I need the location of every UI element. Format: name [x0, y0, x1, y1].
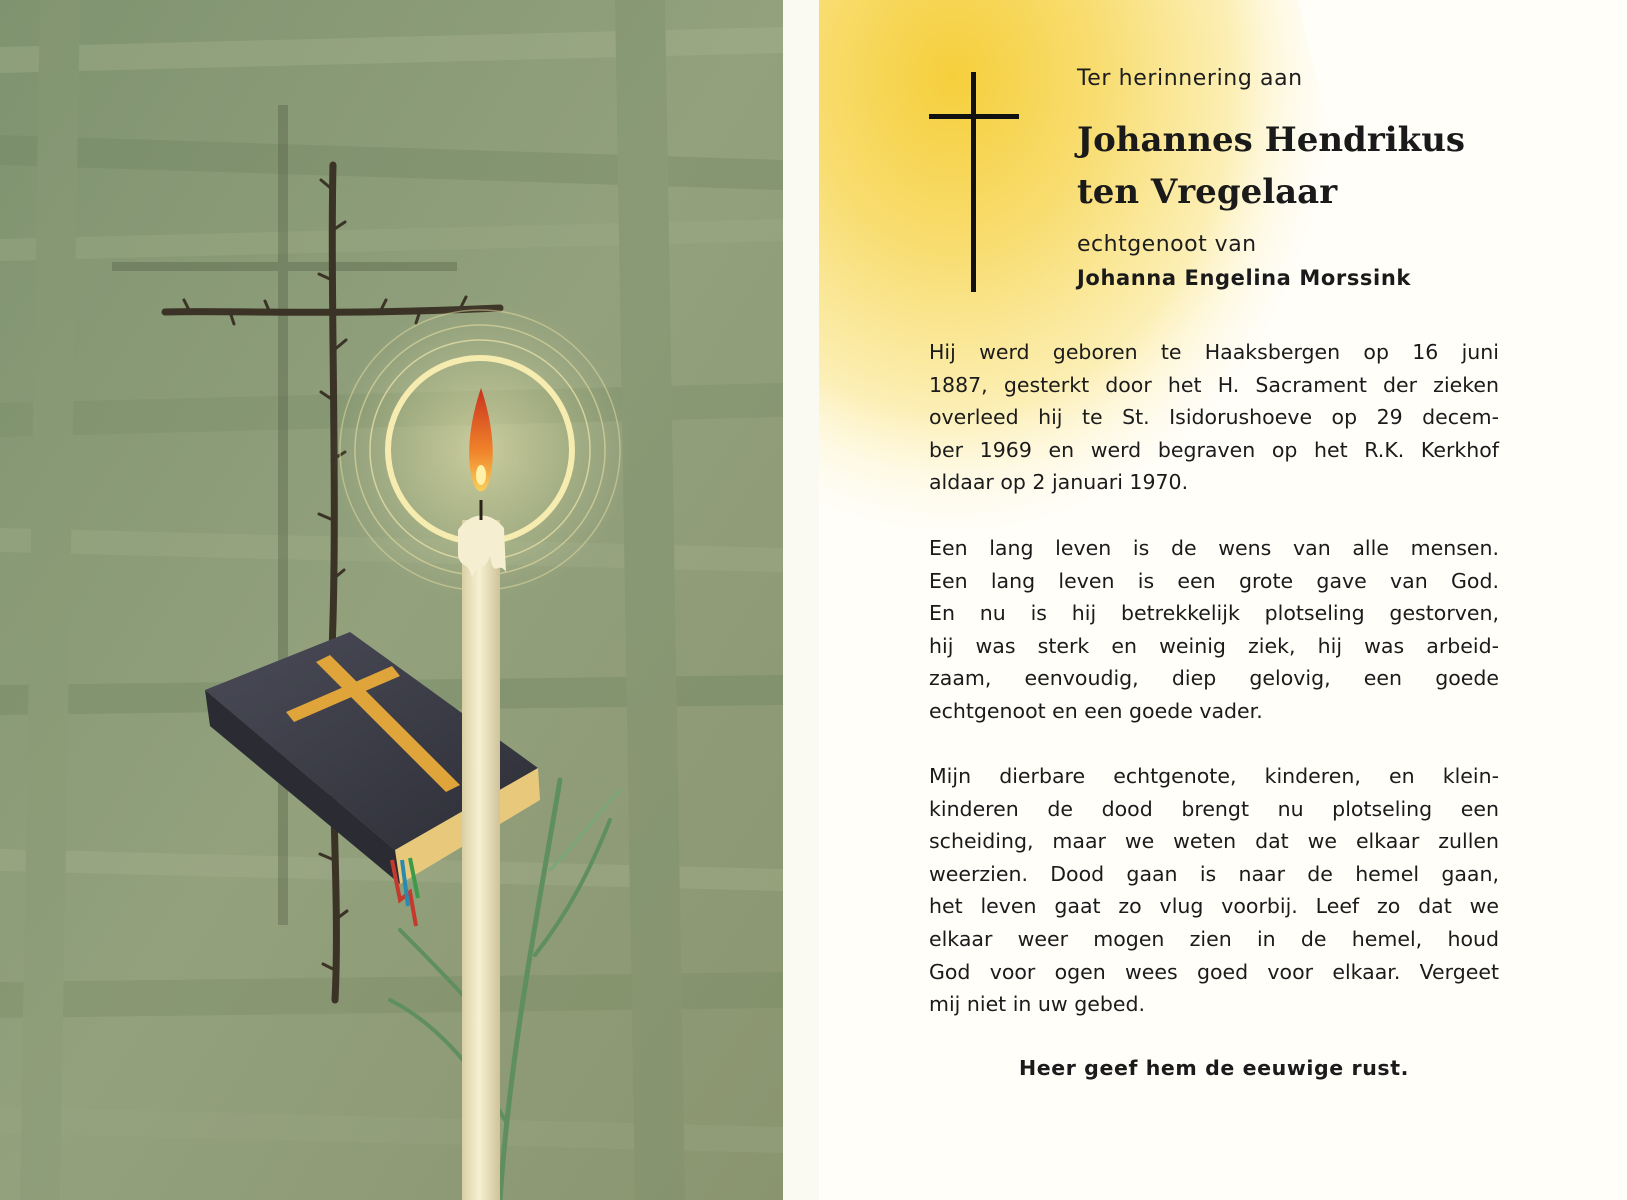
cross-icon: [929, 72, 1019, 292]
text-line: En nu is hij betrekkelijk plotseling gestorven,: [929, 601, 1499, 626]
illustration-panel: [0, 0, 783, 1200]
closing-prayer: Heer geef hem de eeuwige rust.: [1018, 1056, 1410, 1080]
text-line: weerzien. Dood gaan is naar de hemel gaan,: [929, 861, 1499, 886]
name-line-2: ten Vregelaar: [1077, 172, 1338, 212]
card-fold-gutter: [783, 0, 819, 1200]
text-line: Een lang leven is de wens van alle mensen.: [929, 536, 1499, 560]
text-line: zaam, eenvoudig, diep gelovig, een goede: [929, 666, 1499, 691]
text-line: het leven gaat zo vlug voorbij. Leef zo dat we: [929, 894, 1499, 919]
text-line: echtgenoot en een goede vader.: [929, 698, 1263, 723]
text-line: 1887, gesterkt door het H. Sacrament der zieken: [929, 372, 1499, 397]
name-line-1: Johannes Hendrikus: [1077, 120, 1466, 160]
farewell-paragraph: [929, 760, 1499, 1021]
reflection-paragraph: [929, 532, 1499, 728]
text-line: kinderen de dood brengt nu plotseling een: [929, 796, 1499, 821]
text-line: mij niet in uw gebed.: [929, 992, 1145, 1017]
text-line: overleed hij te St. Isidorushoeve op 29 decem-: [929, 405, 1499, 430]
text-line: hij was sterk en weinig ziek, hij was arbeid-: [929, 633, 1499, 658]
spouse-name: Johanna Engelina Morssink: [1077, 266, 1411, 290]
biography-paragraph: [929, 336, 1499, 499]
spouse-label: echtgenoot van: [1077, 232, 1257, 257]
text-line: Mijn dierbare echtgenote, kinderen, en klein-: [929, 764, 1499, 788]
intro-text: Ter herinnering aan: [1077, 66, 1303, 91]
text-line: scheiding, maar we weten dat we elkaar zullen: [929, 829, 1499, 854]
text-line: aldaar op 2 januari 1970.: [929, 470, 1189, 495]
text-line: Een lang leven is een grote gave van God.: [929, 568, 1499, 593]
text-line: ber 1969 en werd begraven op het R.K. Kerkhof: [929, 437, 1499, 462]
text-line: God voor ogen wees goed voor elkaar. Vergeet: [929, 959, 1499, 984]
illustration-svg: [0, 0, 783, 1200]
memorial-text-panel: [819, 0, 1627, 1200]
deceased-name: [1077, 114, 1465, 218]
text-line: Hij werd geboren te Haaksbergen op 16 juni: [929, 340, 1499, 364]
text-line: elkaar weer mogen zien in de hemel, houd: [929, 926, 1499, 951]
